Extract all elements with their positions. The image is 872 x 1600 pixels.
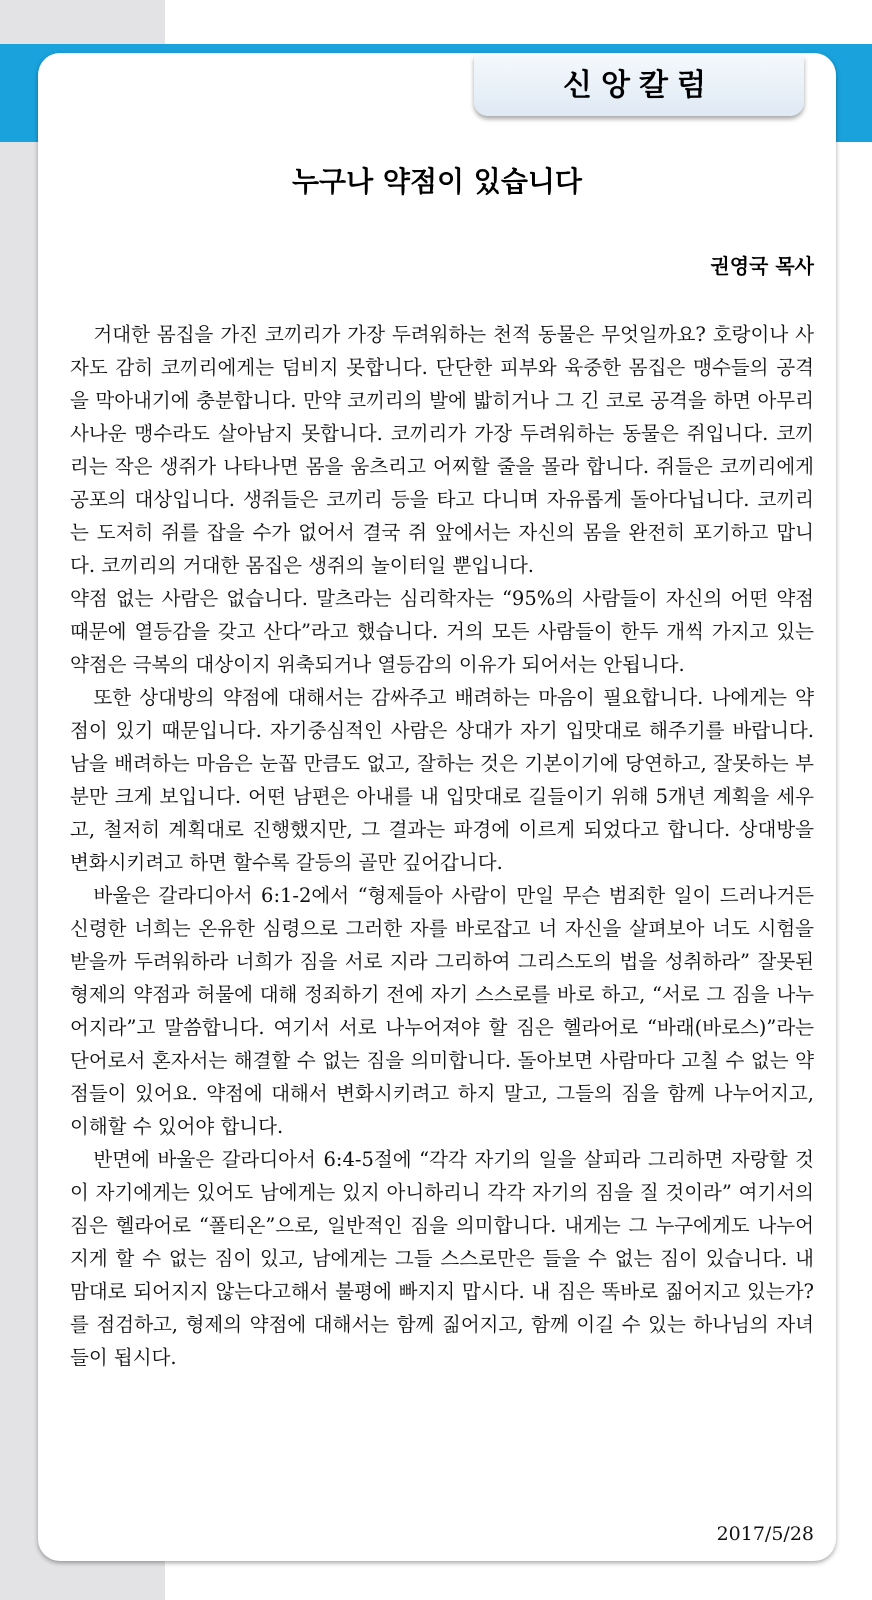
paragraph: 또한 상대방의 약점에 대해서는 감싸주고 배려하는 마음이 필요합니다. 나에게는 약점이 있기 때문입니다. 자기중심적인 사람은 상대가 자기 입맛대로 해주기를 바랍니다. 남을 배려하는 마음은 눈꼽 만큼도 없고, 잘하는 것은 기본이기에 당연하고, 잘못하는 부분만 크게 보입니다. 어떤 남편은 아내를 내 입맛대로 길들이기 위해 5개년 계획을 세우고, 철저히 계획대로 진행했지만, 그 결과는 파경에 이르게 되었다고 합니다. 상대방을 변화시키려고 하면 할수록 갈등의 골만 깊어갑니다. <box>70 686 814 874</box>
article-author: 권영국 목사 <box>710 254 814 278</box>
paragraph: 약점 없는 사람은 없습니다. 말츠라는 심리학자는 “95%의 사람들이 자신의 어떤 약점 때문에 열등감을 갖고 산다”라고 했습니다. 거의 모든 사람들이 한두 개씩 가지고 있는 약점은 극복의 대상이지 위축되거나 열등감의 이유가 되어서는 안됩니다. <box>70 587 814 676</box>
article-title: 누구나 약점이 있습니다 <box>292 165 582 198</box>
article-date: 2017/5/28 <box>716 1523 814 1545</box>
paragraph: 반면에 바울은 갈라디아서 6:4-5절에 “각각 자기의 일을 살피라 그리하면 자랑할 것이 자기에게는 있어도 남에게는 있지 아니하리니 각각 자기의 짐을 질 것이라” 여기서의 짐은 헬라어로 “폴티온”으로, 일반적인 짐을 의미합니다. 내게는 그 누구에게도 나누어지게 할 수 없는 짐이 있고, 남에게는 그들 스스로만은 들을 수 없는 짐이 있습니다. 내 맘대로 되어지지 않는다고해서 불평에 빠지지 맙시다. 내 짐은 똑바로 짊어지고 있는가?를 점검하고, 형제의 약점에 대해서는 함께 짊어지고, 함께 이길 수 있는 하나님의 자녀들이 됩시다. <box>70 1148 814 1369</box>
article-body <box>70 318 814 1374</box>
paragraph: 바울은 갈라디아서 6:1-2에서 “형제들아 사람이 만일 무슨 범죄한 일이 드러나거든 신령한 너희는 온유한 심령으로 그러한 자를 바로잡고 너 자신을 살펴보아 너도 시험을 받을까 두려워하라 너희가 짐을 서로 지라 그리하여 그리스도의 법을 성취하라” 잘못된 형제의 약점과 허물에 대해 정죄하기 전에 자기 스스로를 바로 하고, “서로 그 짐을 나누어지라”고 말씀합니다. 여기서 서로 나누어져야 할 짐은 헬라어로 “바래(바로스)”라는 단어로서 혼자서는 해결할 수 없는 짐을 의미합니다. 돌아보면 사람마다 고칠 수 없는 약점들이 있어요. 약점에 대해서 변화시키려고 하지 말고, 그들의 짐을 함께 나누어지고, 이해할 수 있어야 합니다. <box>70 884 814 1138</box>
column-label-tab: 신앙칼럼 <box>474 56 804 116</box>
paragraph: 거대한 몸집을 가진 코끼리가 가장 두려워하는 천적 동물은 무엇일까요? 호랑이나 사자도 감히 코끼리에게는 덤비지 못합니다. 단단한 피부와 육중한 몸집은 맹수들의 공격을 막아내기에 충분합니다. 만약 코끼리의 발에 밟히거나 그 긴 코로 공격을 하면 아무리 사나운 맹수라도 살아남지 못합니다. 코끼리가 가장 두려워하는 동물은 쥐입니다. 코끼리는 작은 생쥐가 나타나면 몸을 움츠리고 어찌할 줄을 몰라 합니다. 쥐들은 코끼리에게 공포의 대상입니다. 생쥐들은 코끼리 등을 타고 다니며 자유롭게 돌아다닙니다. 코끼리는 도저히 쥐를 잡을 수가 없어서 결국 쥐 앞에서는 자신의 몸을 완전히 포기하고 맙니다. 코끼리의 거대한 몸집은 생쥐의 놀이터일 뿐입니다. <box>70 323 814 577</box>
